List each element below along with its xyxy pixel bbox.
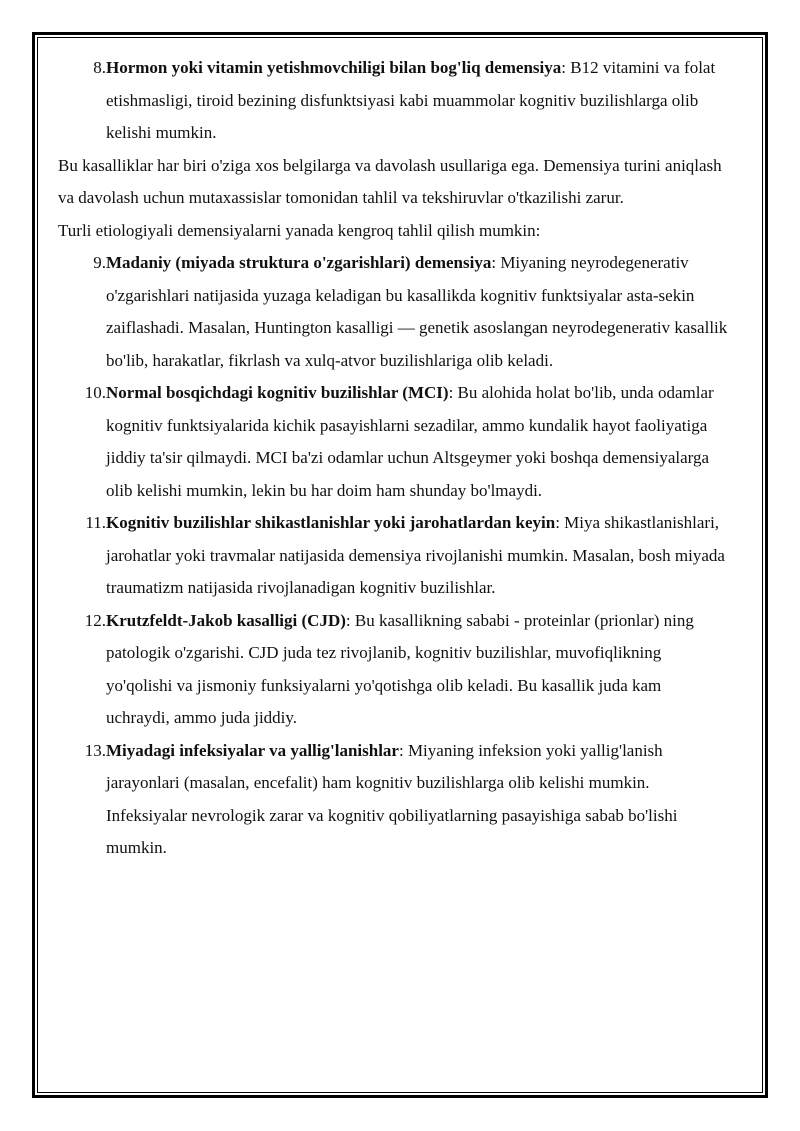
list-item-title: Krutzfeldt-Jakob kasalligi (CJD): [106, 610, 346, 630]
list-item: [58, 507, 728, 605]
list-item-text: [106, 735, 728, 865]
list-item-number: 12.: [84, 610, 106, 630]
list-item-title: Miyadagi infeksiyalar va yallig'lanishlar: [106, 740, 399, 760]
list-item-text: [106, 507, 728, 605]
list-item-body: : Miyaning neyrodegenerativ o'zgarishlari natijasida yuzaga keladigan bu kasallikda kognitiv funktsiyalar asta-sekin zaiflashadi. Masalan, Huntington kasalligi — genetik asoslangan neyrodegenerativ kasallik bo'lib, harakatlar, fikrlash va xulq-atvor buzilishlariga olib keladi.: [106, 253, 728, 370]
list-item-body: : B12 vitamini va folat etishmasligi, tiroid bezining disfunktsiyasi kabi muammolar kognitiv buzilishlarga olib kelishi mumkin.: [106, 58, 716, 142]
list-item: [58, 605, 728, 735]
list-item: [58, 52, 728, 150]
list-item-body: : Miyaning infeksion yoki yallig'lanish jarayonlari (masalan, encefalit) ham kognitiv buzilishlarga olib kelishi mumkin. Infeksiyalar nevrologik zarar va kognitiv qobiliyatlarning pasayishiga sabab bo'lishi mumkin.: [106, 740, 678, 857]
list-item-number: 9.: [93, 253, 106, 272]
list-item-title: Kognitiv buzilishlar shikastlanishlar yoki jarohatlardan keyin: [106, 513, 556, 532]
list-item-title: Madaniy (miyada struktura o'zgarishlari) demensiya: [106, 253, 492, 272]
list-item-number: 13.: [84, 740, 106, 760]
paragraph: Turli etiologiyali demensiyalarni yanada kengroq tahlil qilish mumkin:: [58, 220, 541, 240]
list-item-text: [106, 377, 728, 507]
paragraph: Bu kasalliklar har biri o'ziga xos belgilarga va davolash usullariga ega. Demensiya turini aniqlash va davolash uchun mutaxassislar tomonidan tahlil va tekshiruvlar o'tkazilishi zarur.: [58, 155, 722, 207]
list-item-text: [106, 247, 728, 377]
list-item-text: [106, 605, 728, 735]
list-item-body: : Bu kasallikning sababi - proteinlar (prionlar) ning patologik o'zgarishi. CJD juda tez rivojlanib, kognitiv buzilishlar, muvofiqlikning yo'qolishi va jismoniy funksiyalarni yo'qotishga olib keladi. Bu kasallik juda kam uchraydi, ammo juda jiddiy.: [106, 610, 694, 727]
list-item-text: [106, 52, 728, 150]
list-item-title: Normal bosqichdagi kognitiv buzilishlar (MCI): [106, 383, 449, 402]
list-item: [58, 377, 728, 507]
list-item-number: 8.: [93, 58, 106, 77]
document-body: [58, 52, 728, 865]
list-item: [58, 735, 728, 865]
list-item-number: 11.: [85, 513, 106, 532]
list-item-body: : Miya shikastlanishlari, jarohatlar yoki travmalar natijasida demensiya rivojlanishi mumkin. Masalan, bosh miyada traumatizm natijasida rivojlanadigan kognitiv buzilishlar.: [106, 513, 725, 597]
list-item: [58, 247, 728, 377]
list-item-number: 10.: [84, 383, 106, 402]
list-item-body: : Bu alohida holat bo'lib, unda odamlar kognitiv funktsiyalarida kichik pasayishlarni sezadilar, ammo kundalik hayot faoliyatiga jiddiy ta'sir qilmaydi. MCI ba'zi odamlar uchun Altsgeymer yoki boshqa demensiyalarga olib kelishi mumkin, lekin bu har doim ham shunday bo'lmaydi.: [106, 383, 714, 500]
list-item-title: Hormon yoki vitamin yetishmovchiligi bilan bog'liq demensiya: [106, 58, 562, 77]
